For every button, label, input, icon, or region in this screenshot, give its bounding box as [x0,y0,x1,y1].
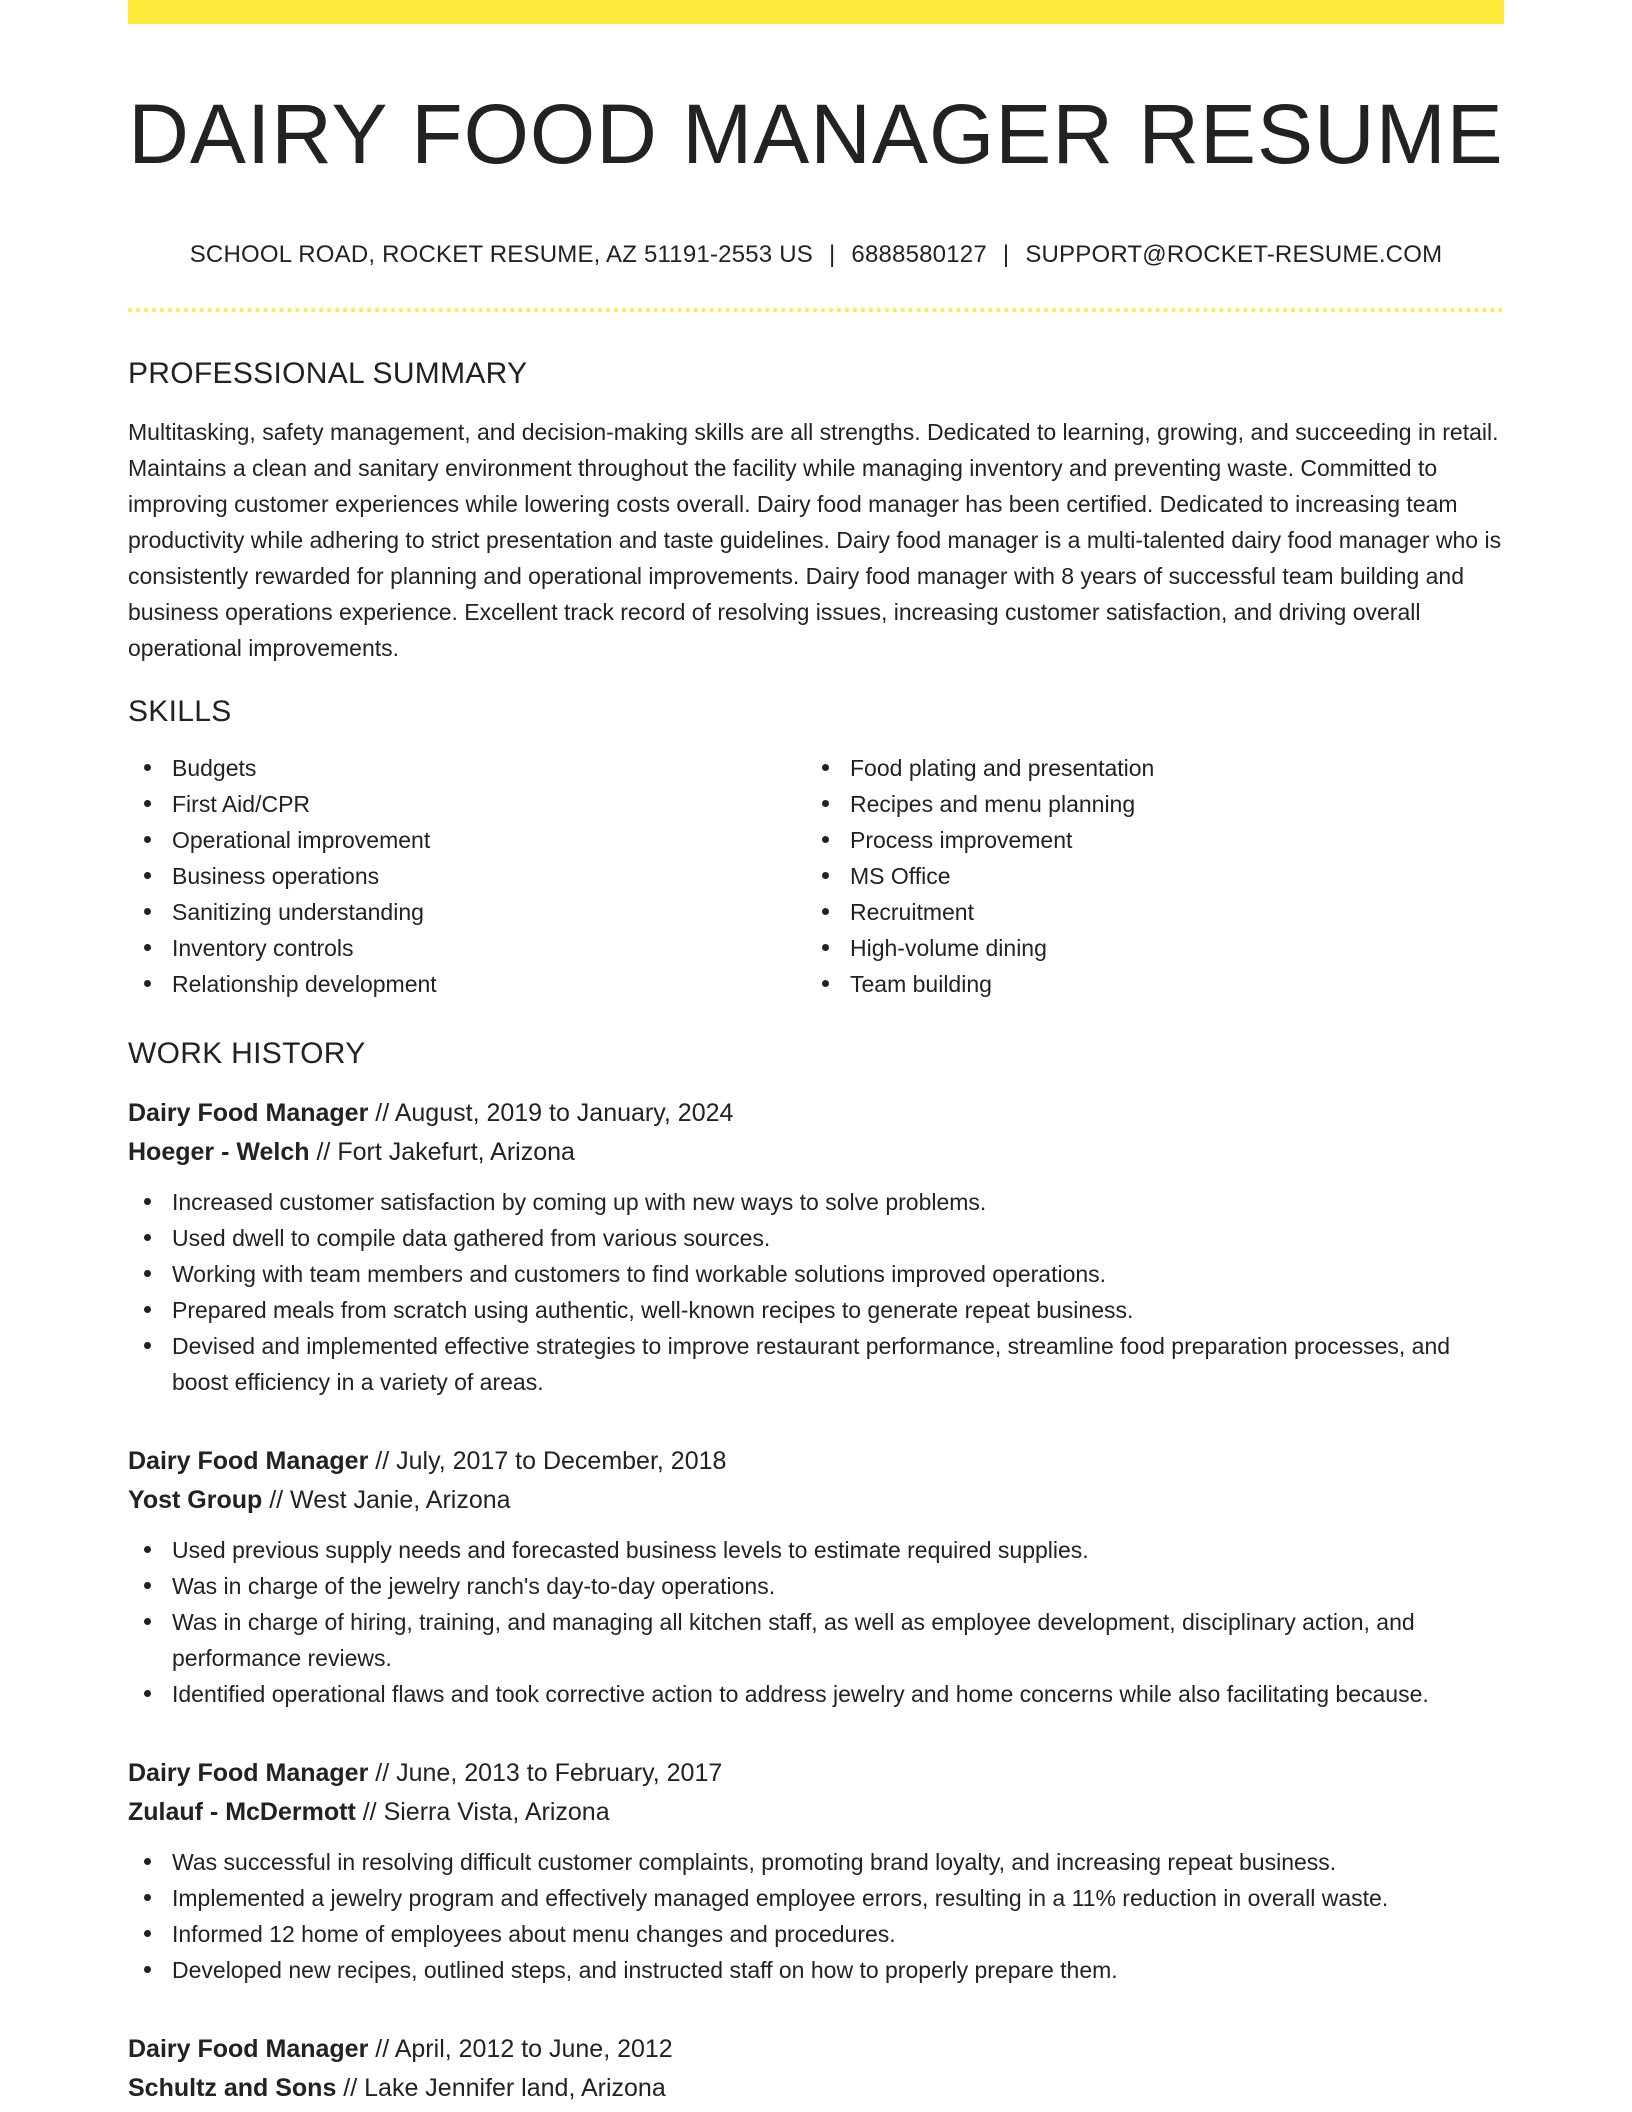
skill-item: High-volume dining [806,930,1484,966]
contact-email: SUPPORT@ROCKET-RESUME.COM [1025,241,1443,268]
skill-item: Relationship development [128,966,806,1002]
job-bullet: Was successful in resolving difficult customer complaints, promoting brand loyalty, and increasing repeat business. [128,1844,1504,1880]
job-dates: // August, 2019 to January, 2024 [368,1099,734,1127]
job-bullets [128,1184,1504,1400]
skill-item: First Aid/CPR [128,786,806,822]
skills-column-left [128,750,806,1002]
job-location: // Fort Jakefurt, Arizona [309,1138,575,1166]
job-bullet: Increased customer satisfaction by coming up with new ways to solve problems. [128,1184,1504,1220]
resume-title: DAIRY FOOD MANAGER RESUME [128,87,1504,181]
skill-item: Team building [806,966,1484,1002]
job-role: Dairy Food Manager [128,1447,369,1475]
skill-item: Sanitizing understanding [128,894,806,930]
job-dates: // June, 2013 to February, 2017 [368,1759,723,1787]
dotted-divider [128,308,1504,312]
job-location: // Lake Jennifer land, Arizona [336,2074,666,2102]
work-history-heading: WORK HISTORY [128,1037,366,1070]
job-role-line [128,1442,1504,1481]
job-entry [128,1442,1504,1712]
job-role: Dairy Food Manager [128,1759,369,1787]
skill-item: Budgets [128,750,806,786]
job-bullets [128,1532,1504,1712]
job-role: Dairy Food Manager [128,2035,369,2063]
skill-item: MS Office [806,858,1484,894]
job-bullet: Prepared meals from scratch using authentic, well-known recipes to generate repeat business. [128,1292,1504,1328]
job-role-line [128,1094,1504,1133]
skills-heading: SKILLS [128,695,232,728]
skills-column-right [806,750,1484,1002]
skill-item: Recipes and menu planning [806,786,1484,822]
summary-heading: PROFESSIONAL SUMMARY [128,357,528,390]
job-bullets [128,1844,1504,1988]
job-role-line [128,2030,1504,2069]
job-role: Dairy Food Manager [128,1099,369,1127]
top-accent-bar [128,0,1504,24]
job-entry [128,2030,1504,2108]
job-dates: // April, 2012 to June, 2012 [368,2035,673,2063]
job-bullet: Implemented a jewelry program and effectively managed employee errors, resulting in a 11% reduction in overall waste. [128,1880,1504,1916]
job-company-line [128,2069,1504,2108]
job-bullet: Identified operational flaws and took corrective action to address jewelry and home concerns while also facilitating because. [128,1676,1504,1712]
job-bullet: Was in charge of the jewelry ranch's day-to-day operations. [128,1568,1504,1604]
skill-item: Food plating and presentation [806,750,1484,786]
contact-line [128,240,1504,270]
job-bullet: Working with team members and customers to find workable solutions improved operations. [128,1256,1504,1292]
job-company: Zulauf - McDermott [128,1798,356,1826]
job-company: Schultz and Sons [128,2074,337,2102]
job-company-line [128,1481,1504,1520]
job-company: Hoeger - Welch [128,1138,310,1166]
job-location: // Sierra Vista, Arizona [355,1798,610,1826]
job-entry [128,1754,1504,1988]
job-company-line [128,1793,1504,1832]
contact-separator: | [828,241,836,268]
contact-phone: 6888580127 [851,241,987,268]
skill-item: Process improvement [806,822,1484,858]
job-bullet: Was in charge of hiring, training, and managing all kitchen staff, as well as employee development, disciplinary action, and performance reviews. [128,1604,1504,1676]
job-entry [128,1094,1504,1400]
skill-item: Inventory controls [128,930,806,966]
contact-separator: | [1002,241,1010,268]
skill-item: Recruitment [806,894,1484,930]
skill-item: Business operations [128,858,806,894]
job-location: // West Janie, Arizona [262,1486,511,1514]
skill-item: Operational improvement [128,822,806,858]
resume-page [128,0,1504,2108]
skills-list [128,750,1504,1002]
job-bullet: Devised and implemented effective strategies to improve restaurant performance, streamline food preparation processes, and boost efficiency in a variety of areas. [128,1328,1504,1400]
job-dates: // July, 2017 to December, 2018 [368,1447,727,1475]
job-role-line [128,1754,1504,1793]
summary-text: Multitasking, safety management, and decision-making skills are all strengths. Dedicated to learning, growing, and succeeding in retail. Maintains a clean and sanitary environment throughout the facility while managing inventory and preventing waste. Committed to improving customer experiences while lowering costs overall. Dairy food manager has been certified. Dedicated to increasing team productivity while adhering to strict presentation and taste guidelines. Dairy food manager is a multi-talented dairy food manager who is consistently rewarded for planning and operational improvements. Dairy food manager with 8 years of successful team building and business operations experience. Excellent track record of resolving issues, increasing customer satisfaction, and driving overall operational improvements. [128,419,1502,661]
job-bullet: Used dwell to compile data gathered from various sources. [128,1220,1504,1256]
job-bullet: Informed 12 home of employees about menu changes and procedures. [128,1916,1504,1952]
job-bullet: Developed new recipes, outlined steps, and instructed staff on how to properly prepare them. [128,1952,1504,1988]
contact-address: SCHOOL ROAD, ROCKET RESUME, AZ 51191-2553 US [189,241,813,268]
job-bullet: Used previous supply needs and forecasted business levels to estimate required supplies. [128,1532,1504,1568]
job-company: Yost Group [128,1486,263,1514]
job-company-line [128,1133,1504,1172]
